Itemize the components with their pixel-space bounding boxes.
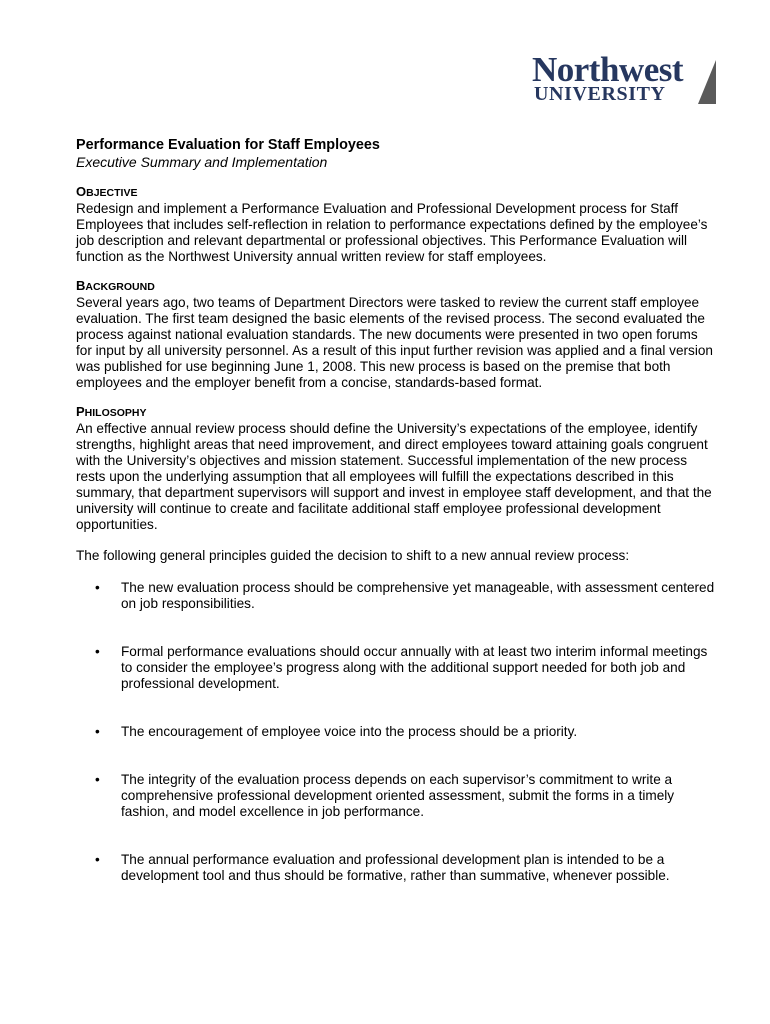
principles-list (76, 580, 716, 884)
heading-initial: B (76, 278, 86, 293)
list-item (76, 852, 716, 884)
list-item (76, 644, 716, 692)
logo-wordmark-university: UNIVERSITY (534, 83, 666, 105)
list-item-text: Formal performance evaluations should occur annually with at least two interim informal meetings to consider the employee’s progress along with the additional support needed for both job and professional development. (121, 644, 708, 691)
list-item (76, 724, 716, 740)
list-item-text: The new evaluation process should be comprehensive yet manageable, with assessment centered on job responsibilities. (121, 580, 715, 611)
document-body (76, 137, 716, 884)
heading-initial: O (76, 184, 87, 199)
list-item-text: The integrity of the evaluation process depends on each supervisor’s commitment to write a comprehensive professional development oriented assessment, submit the forms in a timely fashion, and model excellence in job performance. (121, 772, 675, 819)
principles-intro: The following general principles guided the decision to shift to a new annual review process: (76, 548, 630, 563)
section-heading (76, 278, 716, 295)
bullet-icon: • (95, 852, 100, 867)
logo-wedge-icon (696, 60, 718, 106)
section-background (76, 278, 716, 391)
document-title: Performance Evaluation for Staff Employees (76, 137, 380, 153)
section-objective (76, 184, 716, 265)
bullet-icon: • (95, 580, 100, 595)
heading-rest: BJECTIVE (86, 187, 138, 199)
logo-wordmark-northwest: Northwest (532, 50, 684, 89)
heading-rest: HILOSOPHY (84, 407, 147, 419)
heading-rest: ACKGROUND (85, 281, 155, 293)
document-subtitle: Executive Summary and Implementation (76, 154, 328, 170)
northwest-university-logo (530, 52, 720, 106)
section-body: An effective annual review process should define the University’s expectations of the employee, identify strengths, highlight areas that need improvement, and direct employees toward attaining goals congruent with the University’s objectives and mission statement. Successful implementation of the new process rests upon the underlying assumption that all employees will fulfill the expectations described in this summary, that department supervisors will support and invest in employee staff development, and that the university will continue to create and facilitate additional staff employee professional development opportunities. (76, 421, 712, 532)
section-body: Several years ago, two teams of Department Directors were tasked to review the current staff employee evaluation. The first team designed the basic elements of the revised process. The second evaluated the process against national evaluation standards. The new documents were presented in two open forums for input by all university personnel. As a result of this input further revision was applied and a final version was published for use beginning June 1, 2008. This new process is based on the premise that both employees and the employer benefit from a concise, standards-based format. (76, 295, 713, 390)
bullet-icon: • (95, 724, 100, 739)
section-philosophy (76, 404, 716, 533)
list-item (76, 772, 716, 820)
bullet-icon: • (95, 772, 100, 787)
section-heading (76, 184, 716, 201)
heading-initial: P (76, 404, 85, 419)
list-item-text: The encouragement of employee voice into the process should be a priority. (121, 724, 578, 739)
bullet-icon: • (95, 644, 100, 659)
list-item (76, 580, 716, 612)
section-body: Redesign and implement a Performance Evaluation and Professional Development process for Staff Employees that includes self-reflection in relation to performance expectations defined by the employee’s job description and relevant departmental or professional objectives. This Performance Evaluation will function as the Northwest University annual written review for staff employees. (76, 201, 708, 264)
list-item-text: The annual performance evaluation and professional development plan is intended to be a development tool and thus should be formative, rather than summative, whenever possible. (121, 852, 670, 883)
section-heading (76, 404, 716, 421)
